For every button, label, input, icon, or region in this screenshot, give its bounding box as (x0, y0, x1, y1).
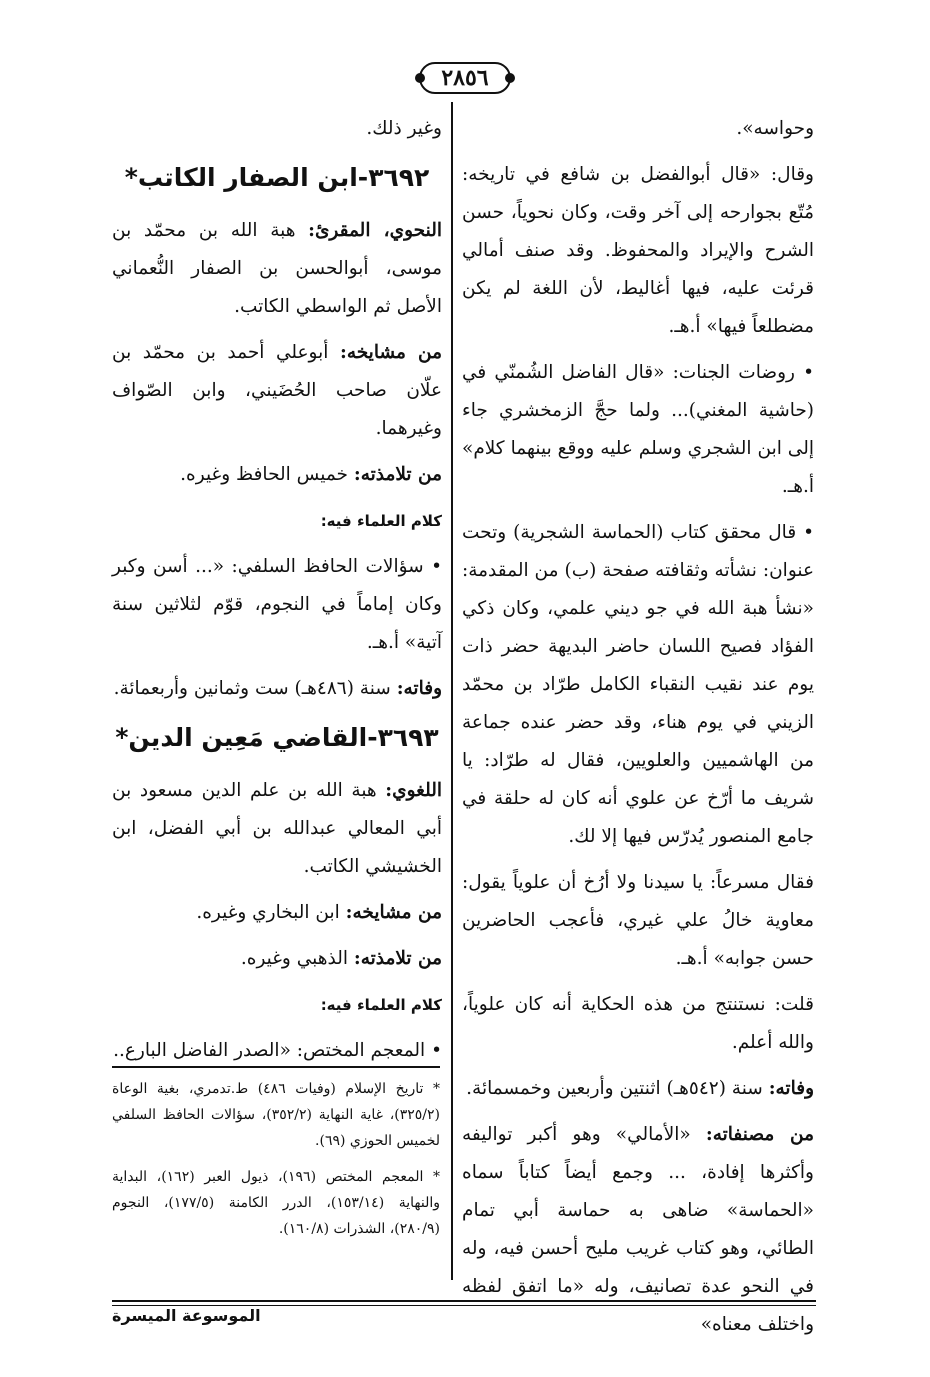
footer-rule (112, 1300, 816, 1302)
paragraph-heading: من تلامذته: (353, 464, 442, 485)
paragraph: • قال محقق كتاب (الحماسة الشجرية) وتحت عنوان: نشأته وثقافته صفحة (ب) من المقدمة: «نشأ هبة الله في جو ديني علمي، وكان ذكي الفؤاد فصيح اللسان حاضر البديهة حضر ذات يوم عند نقيب النقباء الكامل طرّاد بن محمّد الزيني في يوم هناء، وقد حضر عنده جماعة من الهاشميين والعلويين، فقال له طرّاد: يا شريف ما أرّخ عن علوي أنه كان له حلقة في جامع المنصور يُدرّس فيها إلا لك. (462, 522, 814, 847)
footnote-rule (112, 1066, 440, 1068)
entry-students (112, 456, 442, 494)
paragraph (462, 1116, 814, 1344)
right-column (462, 110, 814, 1352)
entry-teachers (112, 894, 442, 932)
entry-teachers (112, 334, 442, 448)
scholars-heading: كلام العلماء فيه: (320, 996, 442, 1014)
entry-identity (112, 212, 442, 326)
paragraph-heading: من مشايخه: (339, 342, 442, 363)
scholars-heading: كلام العلماء فيه: (320, 512, 442, 530)
scholar-quote: • سؤالات الحافظ السلفي: «... أسن وكبر وكان إماماً في النجوم، قوّم لثلاثين سنة آتية» أ.هـ. (112, 556, 442, 653)
paragraph-text: سنة (٤٨٦هـ) ست وثمانين وأربعمائة. (113, 678, 397, 699)
paragraph: • روضات الجنات: «قال الفاضل الشُمنّي في (حاشية المغني)... ولما حجَّ الزمخشري جاء إلى ابن الشجري وسلم عليه ووقع بينهما كلام» أ.هـ. (462, 362, 814, 497)
paragraph-heading: من مصنفاته: (705, 1124, 815, 1145)
entry-title: ٣٦٩٣-القاضي مَعِين الدين* (115, 723, 439, 752)
intro-line: وغير ذلك. (366, 118, 442, 139)
paragraph (462, 1070, 814, 1108)
paragraph: وحواسه». (736, 118, 814, 139)
entry-identity (112, 772, 442, 886)
paragraph-text: خميس الحافظ وغيره. (180, 464, 354, 485)
paragraph-text: ابن البخاري وغيره. (196, 902, 346, 923)
entry-students (112, 940, 442, 978)
paragraph-heading: وفاته: (768, 1078, 814, 1099)
paragraph-heading: من تلامذته: (353, 948, 442, 969)
paragraph: قلت: نستنتج من هذه الحكاية أنه كان علوياً، والله أعلم. (462, 994, 814, 1053)
paragraph: وقال: «قال أبوالفضل بن شافع في تاريخه: مُتّع بجوارحه إلى آخر وقت، وكان نحوياً، حسن الشرح والإيراد والمحفوظ. وقد صنف أمالي قرئت عليه، فيها أغاليط، لأن اللغة لم يكن مضطلعاً فيها» أ.هـ. (462, 164, 814, 337)
paragraph-text: أبوعلي أحمد بن محمّد بن علّان صاحب الحُضَيني، وابن الصّواف وغيرهما. (112, 342, 442, 439)
page-number-wrap (0, 62, 930, 94)
footer-title: الموسوعة الميسرة (112, 1306, 261, 1325)
left-column (112, 110, 442, 1078)
entry-death (112, 670, 442, 708)
paragraph-heading: وفاته: (396, 678, 442, 699)
paragraph-heading: من مشايخه: (345, 902, 442, 923)
paragraph-text: الذهبي وغيره. (240, 948, 354, 969)
paragraph-text: هبة الله بن محمّد بن موسى، أبوالحسن بن الصفار النُّعماني الأصل ثم الواسطي الكاتب. (112, 220, 442, 317)
footnote: * تاريخ الإسلام (وفيات ٤٨٦) ط.تدمري، بغية الوعاة (٣٢٥/٢)، غاية النهاية (٣٥٢/٢)، سؤالات الحافظ السلفي لخميس الحوزي (٦٩). (112, 1081, 440, 1149)
page-number: ٢٨٥٦ (419, 62, 510, 94)
paragraph-heading: اللغوي: (385, 780, 442, 801)
scholar-quote: • المعجم المختص: «الصدر الفاضل البارع.. (113, 1040, 442, 1061)
footnote: * المعجم المختص (١٩٦)، ذيول العبر (١٦٢)، البداية والنهاية (١٥٣/١٤)، الدرر الكامنة (١٧٧/٥)، النجوم (٢٨٠/٩)، الشذرات (١٦٠/٨). (112, 1169, 441, 1237)
paragraph-heading: النحوي، المقرئ: (308, 220, 442, 241)
entry-title: ٣٦٩٢-ابن الصفار الكاتب* (124, 163, 430, 192)
paragraph-text: سنة (٥٤٢هـ) اثنتين وأربعين وخمسمائة. (466, 1078, 769, 1099)
paragraph: فقال مسرعاً: يا سيدنا ولا أرُخ أن علوياً يقول: معاوية خالُ علي غيري، فأعجب الحاضرين حسن جوابه» أ.هـ. (462, 872, 814, 969)
paragraph-text: «الأمالي» وهو أكبر تواليفه وأكثرها إفادة، ... وجمع أيضاً كتاباً سماه «الحماسة» ضاهى به حماسة أبي تمام الطائي، وهو كتاب غريب مليح أحسن فيه، وله في النحو عدة تصانيف، وله «ما اتفق لفظه واختلف معناه» (462, 1124, 814, 1335)
column-divider (451, 102, 453, 1280)
paragraph-text: هبة الله بن علم الدين مسعود بن أبي المعالي عبدالله بن أبي الفضل، ابن الخشيشي الكاتب. (112, 780, 442, 877)
